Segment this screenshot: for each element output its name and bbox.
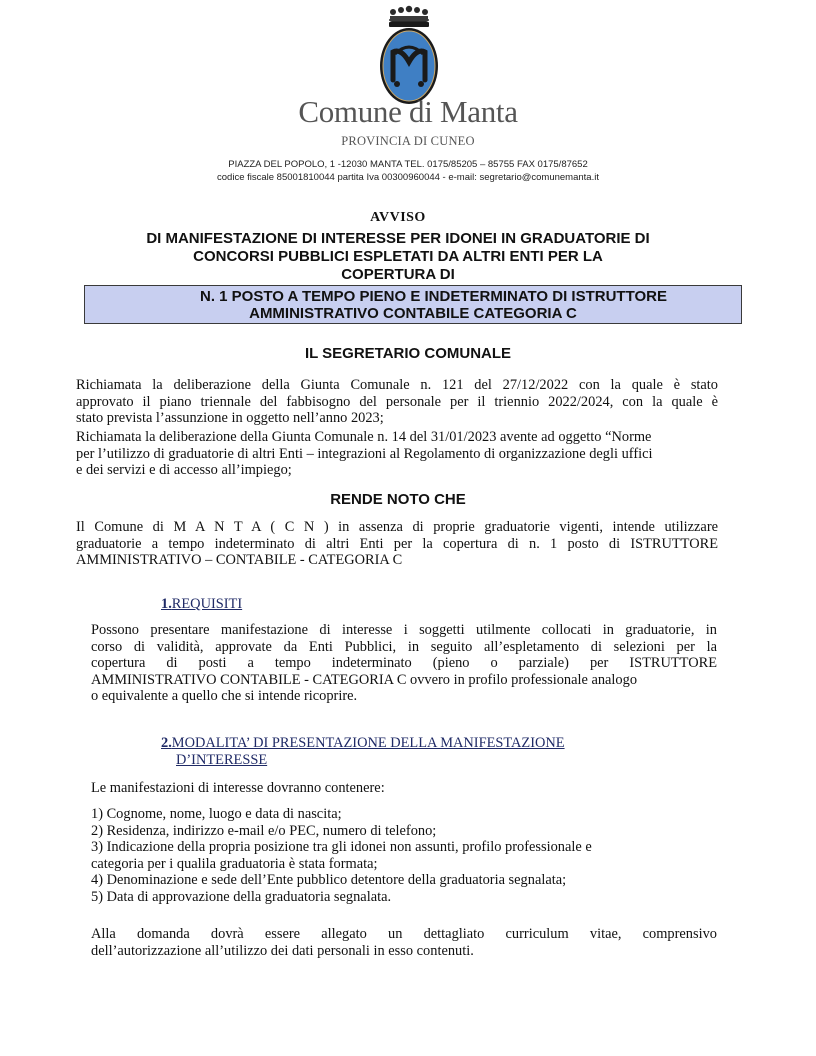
- closing-paragraph: [91, 926, 717, 959]
- position-line: N. 1 POSTO A TEMPO PIENO E INDETERMINATO DI ISTRUTTORE: [200, 288, 667, 305]
- notice-subtitle-line: COPERTURA DI: [341, 266, 455, 283]
- text-line: o equivalente a quello che si intende ricoprire.: [91, 688, 358, 704]
- notice-paragraph: [76, 519, 718, 569]
- text-line: Alla domanda dovrà essere allegato un dettagliato curriculum vitae, comprensivo: [91, 926, 717, 942]
- section-heading-requisiti: [161, 596, 242, 613]
- notice-title: AVVISO: [370, 210, 426, 225]
- text-line: Il Comune di M A N T A ( C N ) in assenza di proprie graduatorie vigenti, intende utilizzare: [76, 519, 718, 535]
- intro-paragraph: [76, 429, 718, 479]
- list-item: categoria per i qualila graduatoria è stata formata;: [91, 855, 378, 872]
- rende-heading: RENDE NOTO CHE: [330, 491, 466, 508]
- notice-subtitle-line: DI MANIFESTAZIONE DI INTERESSE PER IDONEI IN GRADUATORIE DI: [146, 230, 650, 247]
- text-line: copertura di posti a tempo indeterminato (pieno o parziale) per ISTRUTTORE: [91, 655, 717, 671]
- list-item: 5) Data di approvazione della graduatoria segnalata.: [91, 888, 392, 905]
- text-line: dell’autorizzazione all’utilizzo dei dati personali in esso contenuti.: [91, 942, 474, 959]
- text-line: stato prevista l’assunzione in oggetto nell’anno 2023;: [76, 410, 384, 426]
- fiscal-line: codice fiscale 85001810044 partita Iva 00300960044 - e-mail: segretario@comunemanta.it: [217, 172, 599, 183]
- list-item: 1) Cognome, nome, luogo e data di nascita;: [91, 806, 342, 822]
- text-line: Possono presentare manifestazione di interesse i soggetti utilmente collocati in graduatorie, in: [91, 622, 717, 638]
- text-line: e dei servizi e di accesso all’impiego;: [76, 462, 292, 478]
- intro-paragraph: [76, 377, 718, 427]
- section-heading-modalita: [161, 735, 565, 768]
- notice-subtitle-line: CONCORSI PUBBLICI ESPLETATI DA ALTRI ENTI PER LA: [193, 248, 603, 265]
- list-item: 3) Indicazione della propria posizione tra gli idonei non assunti, profilo professionale e: [91, 839, 592, 855]
- text-line: Richiamata la deliberazione della Giunta Comunale n. 14 del 31/01/2023 avente ad oggetto “Norme: [76, 429, 652, 445]
- section-title: REQUISITI: [171, 596, 243, 612]
- position-line: AMMINISTRATIVO CONTABILE CATEGORIA C: [249, 305, 577, 322]
- section-number: 1.: [161, 596, 172, 612]
- text-line: Richiamata la deliberazione della Giunta Comunale n. 121 del 27/12/2022 con la quale è stato: [76, 377, 718, 393]
- requirements-list: [91, 806, 717, 905]
- crown-icon: [389, 6, 429, 27]
- text-line: graduatorie a tempo indeterminato di altri Enti per la copertura di n. 1 posto di ISTRUTTORE: [76, 535, 718, 552]
- text-line: AMMINISTRATIVO – CONTABILE - CATEGORIA C: [76, 552, 403, 568]
- text-line: approvato il piano triennale del fabbisogno del personale per il triennio 2022/2024, con la quale è: [76, 393, 718, 410]
- province: PROVINCIA DI CUNEO: [341, 134, 475, 148]
- modalita-intro: Le manifestazioni di interesse dovranno contenere:: [91, 780, 385, 796]
- section-number: 2.: [161, 735, 172, 751]
- requisiti-paragraph: [91, 622, 717, 705]
- address-line: PIAZZA DEL POPOLO, 1 -12030 MANTA TEL. 0175/85205 – 85755 FAX 0175/87652: [228, 159, 588, 170]
- org-name: Comune di Manta: [298, 94, 518, 129]
- secretary-heading: IL SEGRETARIO COMUNALE: [304, 345, 512, 362]
- section-title-continued: D’INTERESSE: [176, 751, 268, 768]
- list-item: 2) Residenza, indirizzo e-mail e/o PEC, numero di telefono;: [91, 822, 437, 839]
- text-line: AMMINISTRATIVO CONTABILE - CATEGORIA C ovvero in profilo professionale analogo: [91, 671, 638, 688]
- list-item: 4) Denominazione e sede dell’Ente pubblico detentore della graduatoria segnalata;: [91, 872, 567, 888]
- text-line: corso di validità, approvate da Enti Pubblici, in seguito all’espletamento di selezioni per la: [91, 638, 717, 655]
- text-line: per l’utilizzo di graduatorie di altri Enti – integrazioni al Regolamento di organizzazione degli uffici: [76, 445, 653, 462]
- section-title: MODALITA’ DI PRESENTAZIONE DELLA MANIFESTAZIONE: [171, 735, 565, 751]
